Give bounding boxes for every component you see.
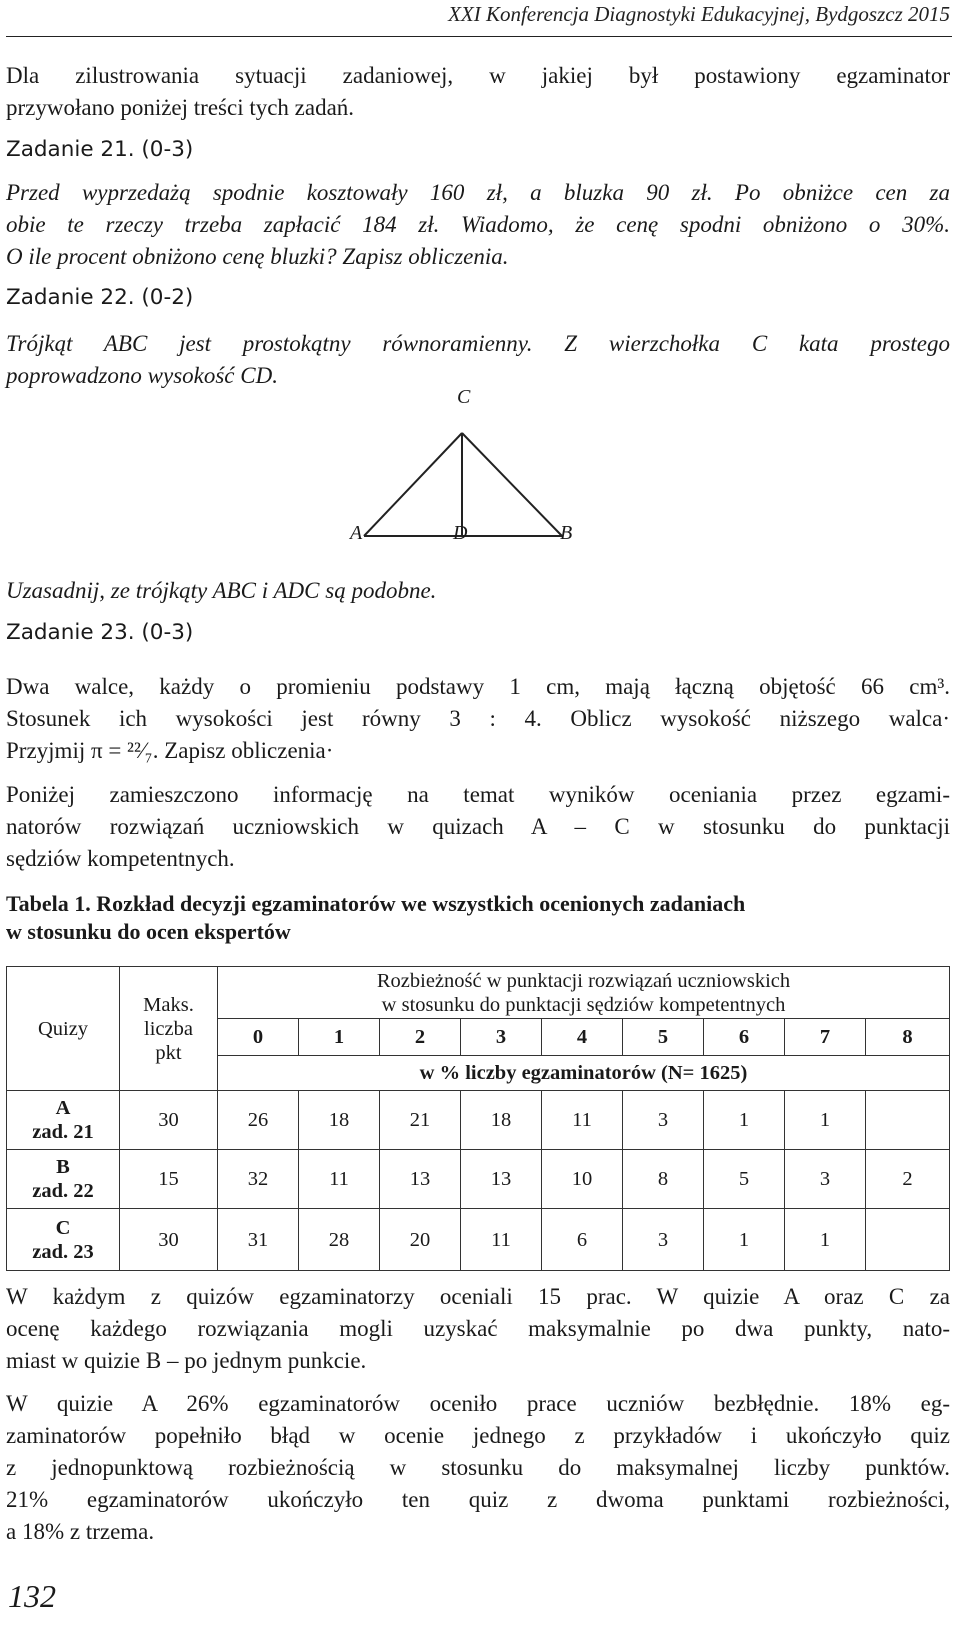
explanation-paragraph: [6, 1281, 950, 1377]
col-header: 4: [542, 1019, 623, 1056]
maks-line: liczba: [144, 1017, 193, 1040]
task22-line: Trójkąt ABC jest prostokątny równoramienny. Z wierzchołka C kata prostego: [6, 331, 950, 356]
header-divergence: [218, 967, 950, 1019]
analysis-line: zaminatorów popełniło błąd w ocenie jednego z przykładów i ukończyło quiz: [6, 1423, 950, 1448]
value-cell: 32: [218, 1150, 299, 1209]
quiz-letter: B: [56, 1156, 70, 1178]
maks-cell: 15: [120, 1150, 218, 1209]
table-row: [7, 1209, 950, 1271]
maks-line: Maks.: [143, 993, 194, 1016]
value-cell: 8: [623, 1150, 704, 1209]
value-cell: 11: [461, 1209, 542, 1271]
col-header: 1: [299, 1019, 380, 1056]
value-cell: 3: [623, 1209, 704, 1271]
value-cell: 11: [299, 1150, 380, 1209]
header-maks: [120, 967, 218, 1091]
task22-line: poprowadzono wysokość CD.: [6, 363, 278, 388]
col-header: 8: [866, 1019, 950, 1056]
task22-heading: Zadanie 22. (0-2): [6, 285, 194, 310]
value-cell: 6: [542, 1209, 623, 1271]
col-header: 2: [380, 1019, 461, 1056]
running-header: XXI Konferencja Diagnostyki Edukacyjnej, Bydgoszcz 2015: [448, 2, 950, 26]
value-cell: 10: [542, 1150, 623, 1209]
value-cell: 1: [704, 1209, 785, 1271]
value-cell: [866, 1091, 950, 1150]
value-cell: 11: [542, 1091, 623, 1150]
header-quizy: Quizy: [7, 967, 120, 1091]
explanation-line: miast w quizie B – po jednym punkcie.: [6, 1348, 367, 1373]
quiz-task: zad. 22: [32, 1180, 94, 1202]
info-paragraph: [6, 779, 950, 875]
vertex-label-c: C: [457, 386, 471, 408]
col-header: 6: [704, 1019, 785, 1056]
maks-cell: 30: [120, 1209, 218, 1271]
caption-line: Tabela 1. Rozkład decyzji egzaminatorów we wszystkich ocenionych zadaniach: [6, 891, 746, 916]
task23-line: Przyjmij π = ²²⁄₇. Zapisz obliczenia·: [6, 738, 334, 763]
task23-heading: Zadanie 23. (0-3): [6, 620, 194, 645]
info-line: sędziów kompetentnych.: [6, 846, 235, 871]
header-rule: [6, 36, 952, 37]
value-cell: 21: [380, 1091, 461, 1150]
value-cell: 1: [785, 1091, 866, 1150]
value-cell: 13: [380, 1150, 461, 1209]
unit-cell: w % liczby egzaminatorów (N= 1625): [218, 1056, 950, 1091]
results-table: [6, 966, 950, 1271]
quiz-cell: [7, 1091, 120, 1150]
value-cell: [866, 1209, 950, 1271]
page-number: 132: [8, 1578, 56, 1614]
col-header: 0: [218, 1019, 299, 1056]
value-cell: 3: [623, 1091, 704, 1150]
quiz-task: zad. 21: [32, 1121, 94, 1143]
table-header-row: [7, 967, 950, 1019]
table-row: [7, 1150, 950, 1209]
task23-line: Dwa walce, każdy o promieniu podstawy 1 cm, mają łączną objętość 66 cm³.: [6, 674, 950, 699]
task21-line: O ile procent obniżono cenę bluzki? Zapisz obliczenia.: [6, 244, 509, 269]
task23-line: Stosunek ich wysokości jest równy 3 : 4. Oblicz wysokość niższego walca·: [6, 706, 950, 731]
vertex-label-a: A: [350, 522, 363, 544]
value-cell: 5: [704, 1150, 785, 1209]
value-cell: 31: [218, 1209, 299, 1271]
value-cell: 1: [704, 1091, 785, 1150]
task21-text: [6, 177, 950, 273]
quiz-cell: [7, 1150, 120, 1209]
info-line: Poniżej zamieszczono informację na temat wyników oceniania przez egzami-: [6, 782, 950, 807]
intro-line: przywołano poniżej treści tych zadań.: [6, 95, 355, 120]
task21-line: obie te rzeczy trzeba zapłacić 184 zł. Wiadomo, że cenę spodni obniżono o 30%.: [6, 212, 950, 237]
value-cell: 2: [866, 1150, 950, 1209]
value-cell: 1: [785, 1209, 866, 1271]
side-ac: [364, 433, 462, 536]
quiz-cell: [7, 1209, 120, 1271]
side-cb: [462, 433, 562, 536]
col-header: 3: [461, 1019, 542, 1056]
info-line: natorów rozwiązań uczniowskich w quizach A – C w stosunku do punktacji: [6, 814, 950, 839]
explanation-line: ocenę każdego rozwiązania mogli uzyskać maksymalnie po dwa punkty, nato-: [6, 1316, 950, 1341]
vertex-label-d: D: [453, 522, 468, 544]
quiz-letter: A: [55, 1097, 71, 1119]
task22-prompt: Uzasadnij, ze trójkąty ABC i ADC są podobne.: [6, 578, 437, 603]
col-header: 5: [623, 1019, 704, 1056]
value-cell: 26: [218, 1091, 299, 1150]
task21-heading: Zadanie 21. (0-3): [6, 137, 194, 162]
analysis-line: a 18% z trzema.: [6, 1519, 155, 1544]
divergence-line: Rozbieżność w punktacji rozwiązań uczniowskich: [376, 969, 791, 992]
analysis-line: 21% egzaminatorów ukończyło ten quiz z dwoma punktami rozbieżności,: [6, 1487, 950, 1512]
task23-text: [6, 671, 950, 767]
task22-text: [6, 328, 950, 392]
value-cell: 18: [299, 1091, 380, 1150]
analysis-line: z jednopunktową rozbieżnością w stosunku do maksymalnej liczby punktów.: [6, 1455, 950, 1480]
quiz-task: zad. 23: [32, 1240, 94, 1263]
task21-line: Przed wyprzedażą spodnie kosztowały 160 zł, a bluzka 90 zł. Po obniżce cen za: [6, 180, 950, 205]
triangle-diagram: [340, 386, 610, 570]
maks-cell: 30: [120, 1091, 218, 1150]
value-cell: 18: [461, 1091, 542, 1150]
intro-line: Dla zilustrowania sytuacji zadaniowej, w jakiej był postawiony egzaminator: [6, 63, 950, 88]
analysis-paragraph: [6, 1388, 950, 1548]
value-cell: 20: [380, 1209, 461, 1271]
caption-line: w stosunku do ocen ekspertów: [6, 919, 291, 944]
intro-paragraph: [6, 60, 950, 124]
quiz-letter: C: [55, 1216, 71, 1239]
vertex-label-b: B: [560, 522, 573, 544]
maks-line: pkt: [155, 1041, 182, 1064]
value-cell: 28: [299, 1209, 380, 1271]
divergence-line: w stosunku do punktacji sędziów kompetentnych: [381, 993, 786, 1016]
col-header: 7: [785, 1019, 866, 1056]
analysis-line: W quizie A 26% egzaminatorów oceniło prace uczniów bezbłędnie. 18% eg-: [6, 1391, 950, 1416]
value-cell: 3: [785, 1150, 866, 1209]
value-cell: 13: [461, 1150, 542, 1209]
table-caption: [6, 890, 950, 946]
explanation-line: W każdym z quizów egzaminatorzy oceniali 15 prac. W quizie A oraz C za: [6, 1284, 950, 1309]
table-row: [7, 1091, 950, 1150]
